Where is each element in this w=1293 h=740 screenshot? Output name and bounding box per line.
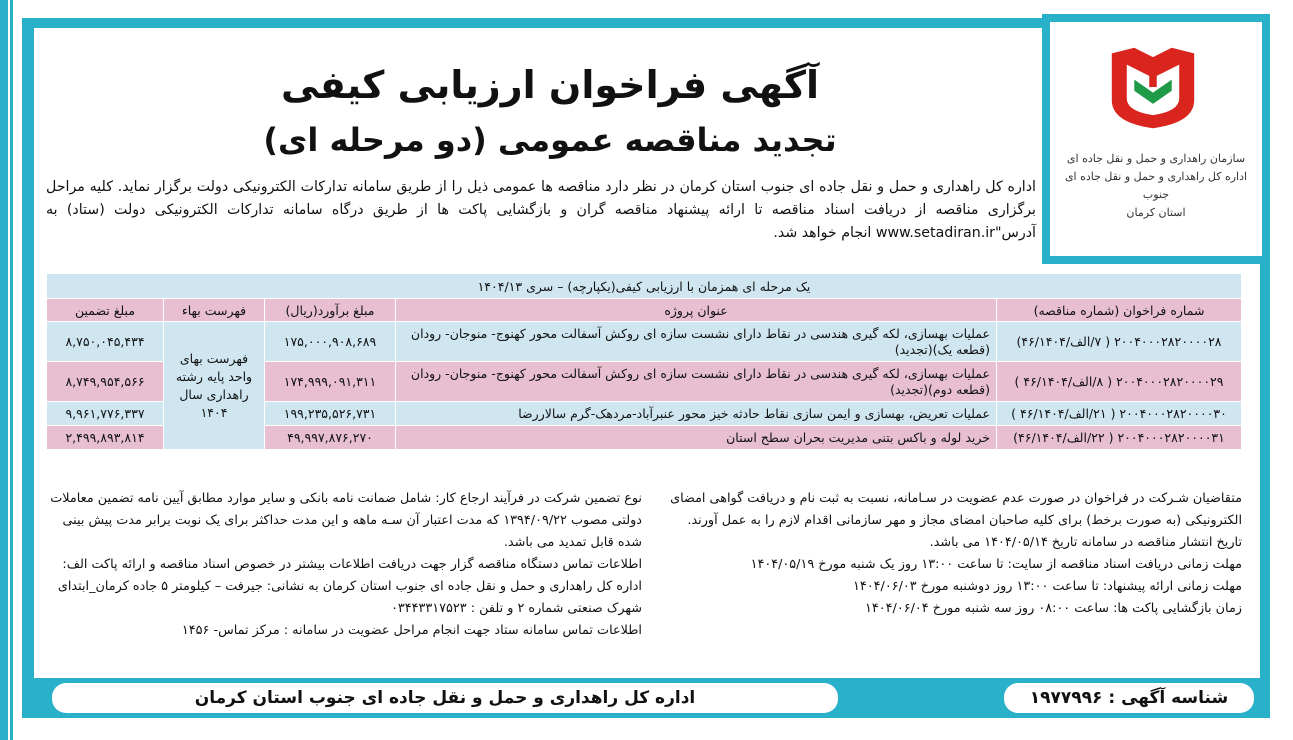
cell-guarantee: ۲,۴۹۹,۸۹۳,۸۱۴ <box>47 426 164 450</box>
left-edge-strip <box>0 0 8 740</box>
cell-title: عملیات تعریض، بهسازی و ایمن سازی نقاط حادثه خیز محور عنبرآباد-مردهک-گرم سالاررضا <box>396 402 997 426</box>
cell-number: ۲۰۰۴۰۰۰۲۸۲۰۰۰۰۲۹ ( ۸/الف/۴۶/۱۴۰۴ ) <box>997 362 1242 402</box>
cell-number: ۲۰۰۴۰۰۰۲۸۲۰۰۰۰۳۰ ( ۲۱/الف/۴۶/۱۴۰۴ ) <box>997 402 1242 426</box>
info-contact-organizer: اطلاعات تماس دستگاه مناقصه گزار جهت دریافت اطلاعات بیشتر در خصوص اسناد مناقصه و ارائه پاکت الف: اداره کل راهداری و حمل و نقل جاده ای جنوب استان کرمان به نشانی: جیرفت – کیلومتر ۵ جاده کرمان_ابتدای شهرک صنعتی شماره ۲ و تلفن : ۰۳۴۴۳۳۱۷۵۲۳ <box>57 557 642 616</box>
road-organization-logo-icon <box>1106 44 1200 132</box>
table-row <box>47 322 1242 362</box>
cell-number: ۲۰۰۴۰۰۰۲۸۲۰۰۰۰۳۱ ( ۲۲/الف/۴۶/۱۴۰۴) <box>997 426 1242 450</box>
bottom-margin <box>22 718 1270 740</box>
cell-estimate: ۱۹۹,۲۳۵,۵۲۶,۷۳۱ <box>265 402 396 426</box>
left-edge-strip-thin <box>10 0 13 740</box>
page-subtitle: تجدید مناقصه عمومی (دو مرحله ای) <box>263 121 837 159</box>
cell-title: خرید لوله و باکس بتنی مدیریت بحران سطح استان <box>396 426 997 450</box>
tender-table <box>46 273 1242 450</box>
cell-estimate: ۱۷۵,۰۰۰,۹۰۸,۶۸۹ <box>265 322 396 362</box>
col-estimate-header: مبلغ برآورد(ریال) <box>265 299 396 322</box>
info-left-column <box>46 488 642 642</box>
col-title-header: عنوان پروژه <box>396 299 997 322</box>
page-title: آگهی فراخوان ارزیابی کیفی <box>281 63 819 107</box>
cell-estimate: ۱۷۴,۹۹۹,۰۹۱,۳۱۱ <box>265 362 396 402</box>
cell-number: ۲۰۰۴۰۰۰۲۸۲۰۰۰۰۲۸ ( ۷/الف/۴۶/۱۴۰۴) <box>997 322 1242 362</box>
logo-caption: سازمان راهداری و حمل و نقل جاده ای اداره کل راهداری و حمل و نقل جاده ای جنوب استان کرمان <box>1064 152 1248 219</box>
cell-guarantee: ۹,۹۶۱,۷۷۶,۳۳۷ <box>47 402 164 426</box>
info-contact-setad: اطلاعات تماس سامانه ستاد جهت انجام مراحل عضویت در سامانه : مرکز تماس- ۱۴۵۶ <box>181 623 642 638</box>
info-document-deadline: مهلت زمانی دریافت اسناد مناقصه از سایت: تا ساعت ۱۳:۰۰ روز یک شنبه مورخ ۱۴۰۴/۰۵/۱۹ <box>750 557 1242 572</box>
col-pricelist-header: فهرست بهاء <box>164 299 265 322</box>
cell-title: عملیات بهسازی، لکه گیری هندسی در نقاط دارای نشست سازه ای روکش آسفالت محور کهنوج- منوجان- رودان (قطعه دوم)(تجدید) <box>396 362 997 402</box>
info-proposal-deadline: مهلت زمانی ارائه پیشنهاد: تا ساعت ۱۳:۰۰ روز دوشنبه مورخ ۱۴۰۴/۰۶/۰۳ <box>853 579 1242 594</box>
info-publish-date: تاریخ انتشار مناقصه در سامانه تاریخ ۱۴۰۴/۰۵/۱۴ می باشد. <box>929 535 1242 550</box>
table-caption: یک مرحله ای همزمان با ارزیابی کیفی(یکپارچه) – سری ۱۴۰۴/۱۳ <box>47 274 1242 299</box>
logo-box <box>1042 14 1270 264</box>
col-number-header: شماره فراخوان (شماره مناقصه) <box>997 299 1242 322</box>
cell-guarantee: ۸,۷۴۹,۹۵۴,۵۶۶ <box>47 362 164 402</box>
info-right-column <box>660 488 1242 620</box>
intro-paragraph: اداره کل راهداری و حمل و نقل جاده ای جنوب استان کرمان در نظر دارد مناقصه ها عمومی ذیل را از طریق سامانه تدارکات الکترونیکی دولت برگزار نماید. کلیه مراحل برگزاری مناقصه از دریافت اسناد مناقصه تا ارائه پیشنهاد مناقصه گران و بازگشایی پاکت ها از طریق درگاه سامانه تدارکات الکترونیکی دولت (ستاد) به آدرس"www.setadiran.ir انجام خواهد شد. <box>46 179 1036 241</box>
info-opening-time: زمان بازگشایی پاکت ها: ساعت ۰۸:۰۰ روز سه شنبه مورخ ۱۴۰۴/۰۶/۰۴ <box>865 601 1242 616</box>
info-registration: متقاضیان شـرکت در فراخوان در صورت عدم عضویت در سـامانه، نسبت به ثبت نام و دریافت گواهی امضای الکترونیکی (به صورت برخط) برای کلیه صاحبان امضای مجاز و مهر سازمانی اقدام لازم را به عمل آورند. <box>670 491 1242 528</box>
cell-guarantee: ۸,۷۵۰,۰۴۵,۴۳۴ <box>47 322 164 362</box>
col-guarantee-header: مبلغ تضمین <box>47 299 164 322</box>
info-guarantee-type: نوع تضمین شرکت در فرآیند ارجاع کار: شامل ضمانت نامه بانکی و سایر موارد مطابق آیین نامه تضمین معاملات دولتی مصوب ۱۳۹۴/۰۹/۲۲ که مدت اعتبار آن سـه ماهه و این مدت حداکثر برای یک نوبت برابر مدت پیش بینی شده قابل تمدید می باشد. <box>50 491 642 550</box>
ad-id-badge: شناسه آگهی : ۱۹۷۷۹۹۶ <box>1004 683 1254 713</box>
footer-organization: اداره کل راهداری و حمل و نقل جاده ای جنوب استان کرمان <box>52 683 838 713</box>
cell-estimate: ۴۹,۹۹۷,۸۷۶,۲۷۰ <box>265 426 396 450</box>
cell-price-list: فهرست بهای واحد پایه رشته راهداری سال ۱۴۰۴ <box>164 322 265 450</box>
cell-title: عملیات بهسازی، لکه گیری هندسی در نقاط دارای نشست سازه ای روکش آسفالت محور کهنوج- منوجان- رودان (قطعه یک)(تجدید) <box>396 322 997 362</box>
